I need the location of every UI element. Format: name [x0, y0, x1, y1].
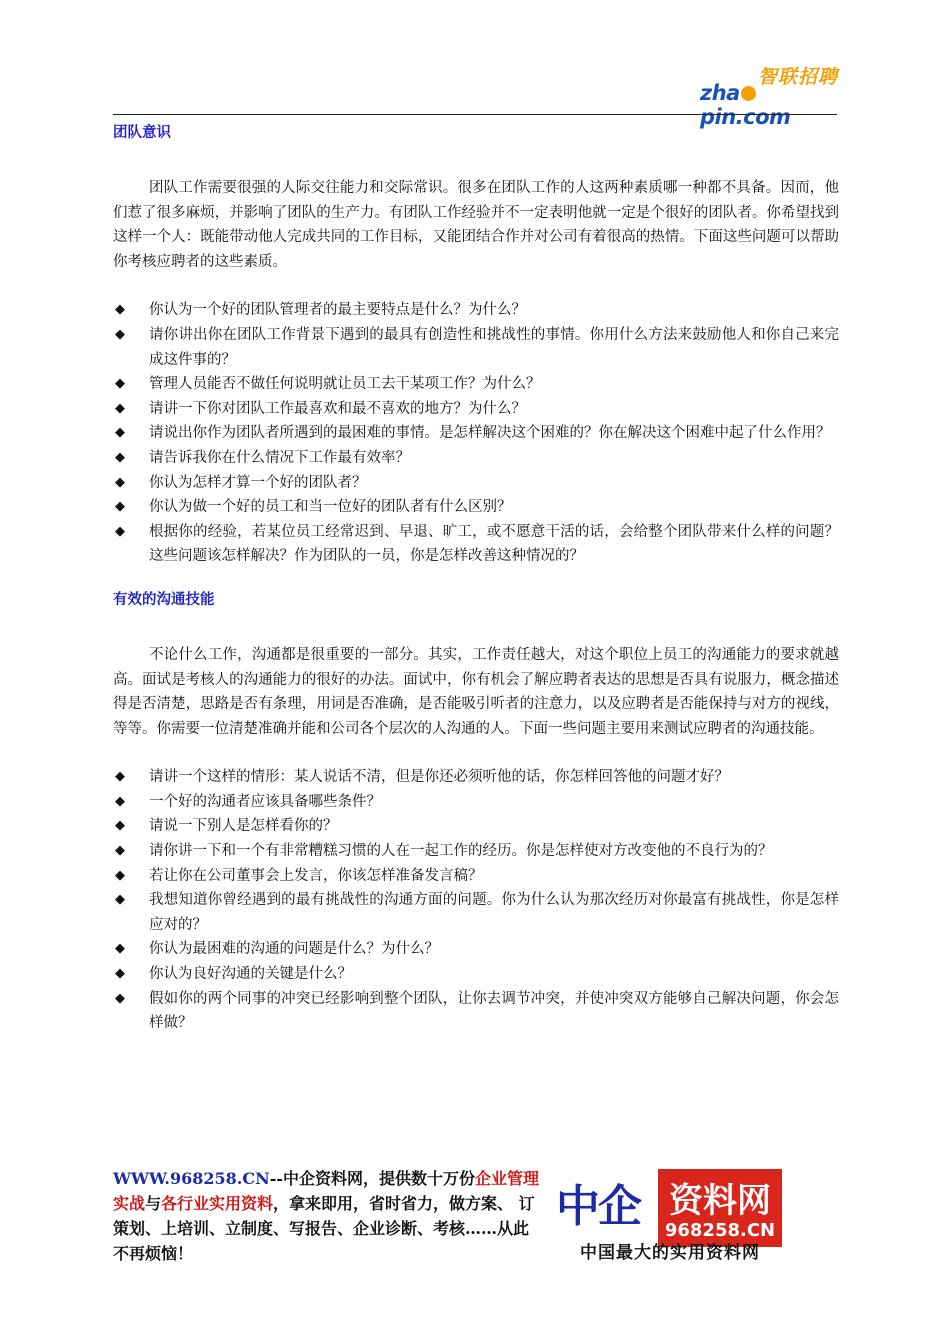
question-list-communication: [113, 765, 839, 1036]
bullet-diamond-icon: ◆: [115, 449, 125, 465]
section-heading-communication: 有效的沟通技能: [113, 591, 215, 608]
section-heading-teamwork: 团队意识: [113, 125, 171, 141]
bullet-diamond-icon: ◆: [115, 474, 125, 490]
bullet-diamond-icon: ◆: [115, 499, 125, 515]
logo-dot-icon: [741, 86, 756, 101]
bullet-diamond-icon: ◆: [115, 843, 125, 859]
list-item: ◆ 你认为怎样才算一个好的团队者？: [113, 471, 839, 496]
list-item: ◆ 我想知道你曾经遇到的最有挑战性的沟通方面的问题。你为什么认为那次经历对你最富有挑战性，你是怎样应对的？: [113, 888, 839, 937]
list-item: ◆ 你认为最困难的沟通的问题是什么？为什么？: [113, 937, 839, 962]
bullet-diamond-icon: ◆: [115, 523, 125, 539]
list-item: ◆ 请讲一个这样的情形：某人说话不清，但是你还必须听他的话，你怎样回答他的问题才好？: [113, 765, 839, 790]
list-item: ◆ 请你讲一下和一个有非常糟糕习惯的人在一起工作的经历。你是怎样使对方改变他的不良行为的？: [113, 839, 839, 864]
bullet-diamond-icon: ◆: [115, 400, 125, 416]
bullet-diamond-icon: ◆: [115, 990, 125, 1006]
section-intro-communication: 不论什么工作，沟通都是很重要的一部分。其实，工作责任越大，对这个职位上员工的沟通能力的要求就越高。面试是考核人的沟通能力的很好的办法。面试中，你有机会了解应聘者表达的思想是否具有说服力，概念描述得是否清楚，思路是否有条理，用词是否准确，是否能吸引听者的注意力，以及应聘者是否能保持与对方的视线，等等。你需要一位清楚准确并能和公司各个层次的人沟通的人。下面一些问题主要用来测试应聘者的沟通技能。: [113, 646, 839, 737]
list-item: ◆ 请你讲出你在团队工作背景下遇到的最具有创造性和挑战性的事情。你用什么方法来鼓励他人和你自己来完成这件事的？: [113, 323, 839, 372]
document-body: [113, 120, 839, 1036]
logo-en-suffix: pin.com: [700, 105, 791, 129]
ad-website[interactable]: WWW.968258.CN: [113, 1169, 270, 1188]
list-item: ◆ 请讲一下你对团队工作最喜欢和最不喜欢的地方？为什么？: [113, 397, 839, 422]
logo-box-domain: 968258.CN: [664, 1220, 776, 1241]
header-divider: [113, 114, 837, 115]
zhongqi-logo: [552, 1167, 784, 1249]
bullet-diamond-icon: ◆: [115, 818, 125, 834]
bullet-diamond-icon: ◆: [115, 892, 125, 908]
bullet-diamond-icon: ◆: [115, 326, 125, 342]
list-item: ◆ 你认为做一个好的员工和当一位好的团队者有什么区别？: [113, 495, 839, 520]
list-item: ◆ 请告诉我你在什么情况下工作最有效率？: [113, 446, 839, 471]
bullet-diamond-icon: ◆: [115, 793, 125, 809]
list-item: ◆ 一个好的沟通者应该具备哪些条件？: [113, 790, 839, 815]
bullet-diamond-icon: ◆: [115, 867, 125, 883]
footer-slogan: 中国最大的实用资料网: [580, 1243, 760, 1263]
list-item: ◆ 你认为良好沟通的关键是什么？: [113, 962, 839, 987]
list-item: ◆ 管理人员能否不做任何说明就让员工去干某项工作？为什么？: [113, 372, 839, 397]
bullet-diamond-icon: ◆: [115, 769, 125, 785]
zhaopin-logo: [700, 62, 840, 129]
bullet-diamond-icon: ◆: [115, 302, 125, 318]
list-item: ◆ 若让你在公司董事会上发言，你该怎样准备发言稿？: [113, 864, 839, 889]
question-list-teamwork: [113, 298, 839, 569]
list-item: ◆ 请说出你作为团队者所遇到的最困难的事情。是怎样解决这个困难的？你在解决这个困难中起了什么作用？: [113, 421, 839, 446]
logo-chinese-text: 智联招聘: [757, 66, 838, 88]
footer-ad-text: WWW.968258.CN--中企资料网，提供数十万份企业管理实战与各行业实用资料，拿来即用，省时省力，做方案、 订策划、上培训、立制度、写报告、企业诊断、考核……从此不再烦恼！: [113, 1169, 540, 1263]
logo-zhongqi-text: 中企: [556, 1181, 640, 1232]
logo-box-title: 资料网: [669, 1181, 771, 1221]
list-item: ◆ 假如你的两个同事的冲突已经影响到整个团队，让你去调节冲突，并使冲突双方能够自己解决问题，你会怎样做？: [113, 987, 839, 1036]
list-item: ◆ 请说一下别人是怎样看你的？: [113, 814, 839, 839]
section-intro-teamwork: 团队工作需要很强的人际交往能力和交际常识。很多在团队工作的人这两种素质哪一种都不具备。因而，他们惹了很多麻烦，并影响了团队的生产力。有团队工作经验并不一定表明他就一定是个很好的团队者。你希望找到这样一个人：既能带动他人完成共同的工作目标，又能团结合作并对公司有着很高的热情。下面这些问题可以帮助你考核应聘者的这些素质。: [113, 180, 839, 270]
bullet-diamond-icon: ◆: [115, 966, 125, 982]
logo-en-prefix: zha: [700, 81, 740, 105]
bullet-diamond-icon: ◆: [115, 425, 125, 441]
list-item: ◆ 根据你的经验，若某位员工经常迟到、早退、旷工，或不愿意干活的话，会给整个团队带来什么样的问题？这些问题该怎样解决？作为团队的一员，你是怎样改善这种情况的？: [113, 520, 839, 569]
bullet-diamond-icon: ◆: [115, 376, 125, 392]
logo-red-box: [658, 1169, 782, 1247]
bullet-diamond-icon: ◆: [115, 941, 125, 957]
list-item: ◆ 你认为一个好的团队管理者的最主要特点是什么？为什么？: [113, 298, 839, 323]
